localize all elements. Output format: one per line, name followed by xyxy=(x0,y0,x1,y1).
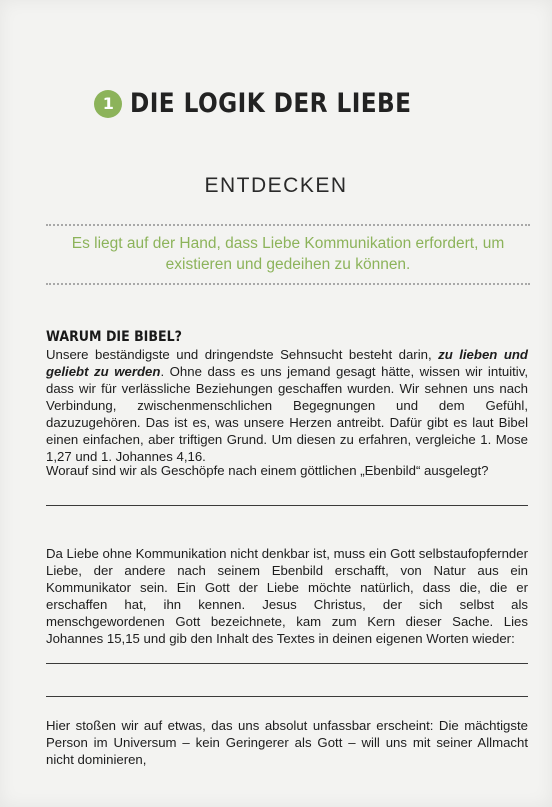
paragraph-1-text-b: . Ohne dass es uns jemand gesagt hätte, wissen wir intuitiv, dass wir für verlässliche Beziehungen geschaffen wurden. Wir sehnen uns nach Verbindung, zwischenmenschlichen Begegnungen und dem Gefühl, dazuzugehören. Das ist es, was unsere Herzen antreibt. Dafür gibt es laut Bibel einen einfachen, aber triftigen Grund. Um diesen zu erfahren, vergleiche 1. Mose 1,27 und 1. Johannes 4,16. xyxy=(46,364,529,464)
answer-line-3[interactable] xyxy=(46,696,528,697)
paragraph-1-text-a: Unsere beständigste und dringendste Sehnsucht besteht darin, xyxy=(46,347,439,362)
chapter-header xyxy=(0,88,552,119)
dotted-divider-top xyxy=(46,224,530,226)
paragraph-1-emphasis: zu lieben und geliebt zu werden xyxy=(46,347,528,379)
chapter-title: DIE LOGIK DER LIEBE xyxy=(130,88,412,119)
answer-line-2[interactable] xyxy=(46,663,528,664)
paragraph-2: Da Liebe ohne Kommunikation nicht denkbar ist, muss ein Gott selbstaufopfernder Liebe, der andere nach seinem Ebenbild erschafft, von Natur aus ein Kommunikator sein. Ein Gott der Liebe möchte natürlich, dass die, die er erschaffen hat, ihn kennen. Jesus Christus, der sich selbst als menschgewordenen Gott bezeichnete, kam zum Kern dieser Sache. Lies Johannes 15,15 und gib den Inhalt des Textes in deinen eigenen Worten wieder: xyxy=(46,546,528,646)
subheading-warum-die-bibel: WARUM DIE BIBEL? xyxy=(46,329,182,345)
answer-line-1[interactable] xyxy=(46,505,528,506)
chapter-number-badge: 1 xyxy=(94,90,122,118)
question-1: Worauf sind wir als Geschöpfe nach einem göttlichen „Ebenbild“ ausgelegt? xyxy=(46,463,489,478)
paragraph-3: Hier stoßen wir auf etwas, das uns absolut unfassbar erscheint: Die mächtigste Person im Universum – kein Geringerer als Gott – will uns mit seiner Allmacht nicht dominieren, xyxy=(46,718,528,767)
dotted-divider-bottom xyxy=(46,283,530,285)
section-title: ENTDECKEN xyxy=(204,174,348,197)
paragraph-1 xyxy=(46,346,528,465)
section-intro: Es liegt auf der Hand, dass Liebe Kommunikation erfordert, um existieren und gedeihen zu können. xyxy=(71,235,505,273)
